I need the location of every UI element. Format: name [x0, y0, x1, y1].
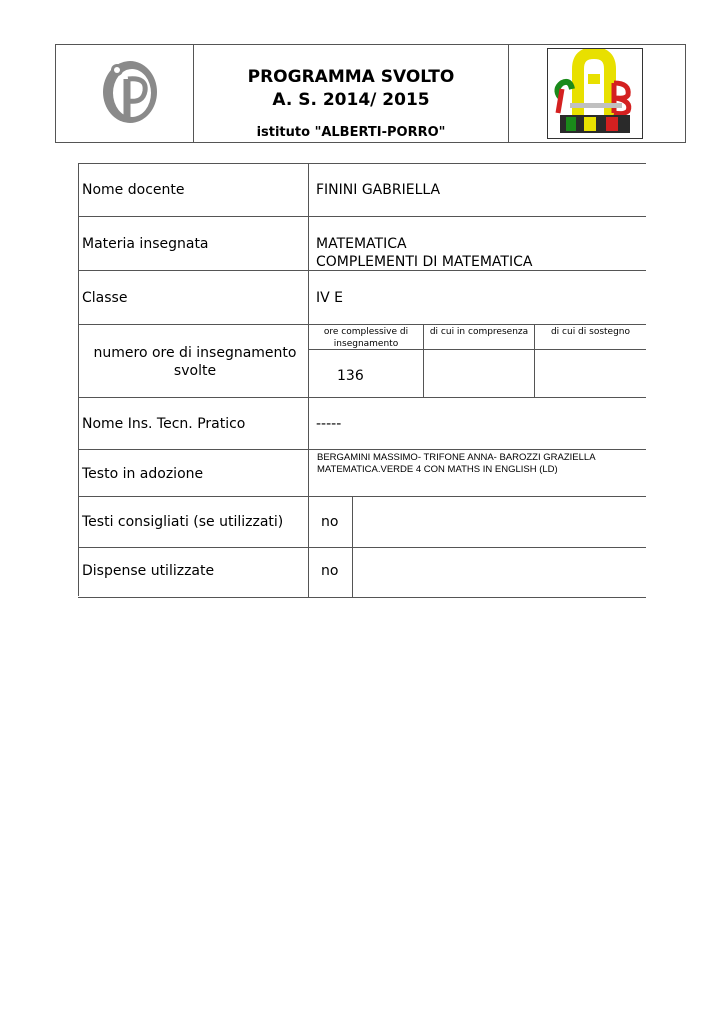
label-testi-consigliati: Testi consigliati (se utilizzati): [82, 514, 284, 530]
column-divider: [308, 325, 309, 398]
label-dispense: Dispense utilizzate: [82, 563, 215, 579]
label-classe: Classe: [82, 290, 128, 306]
table-row-dispense: [78, 547, 646, 598]
column-divider: [352, 548, 353, 597]
value-nome-docente: FININI GABRIELLA: [316, 182, 441, 198]
column-divider: [352, 497, 353, 548]
column-divider: [308, 271, 309, 325]
value-testi-consigliati: no: [321, 514, 339, 530]
document-title: PROGRAMMA SVOLTO: [247, 67, 455, 87]
table-row-docente: [78, 163, 646, 217]
table-row-classe: [78, 270, 646, 325]
header-ore-complessive: ore complessive di insegnamento: [323, 327, 409, 349]
header-sostegno: di cui di sostegno: [550, 327, 631, 337]
value-materia-line2: COMPLEMENTI DI MATEMATICA: [316, 254, 533, 270]
header-title-cell: [194, 45, 509, 142]
label-nome-docente: Nome docente: [82, 182, 185, 198]
value-materia-line1: MATEMATICA: [316, 236, 407, 252]
header-left-cell: [56, 45, 194, 142]
column-divider: [308, 548, 309, 597]
table-row-itp: [78, 397, 646, 450]
table-row-consigliati: [78, 496, 646, 548]
header-compresenza: di cui in compresenza: [429, 327, 529, 337]
document-header: [55, 44, 686, 143]
table-row-ore: [78, 324, 646, 398]
column-divider: [308, 398, 309, 450]
label-itp: Nome Ins. Tecn. Pratico: [82, 416, 246, 432]
label-materia: Materia insegnata: [82, 236, 209, 252]
value-testo-authors: BERGAMINI MASSIMO- TRIFONE ANNA- BAROZZI GRAZIELLA: [317, 452, 596, 463]
alberti-porro-logo-icon: [548, 49, 642, 138]
label-numero-ore: numero ore di insegnamento svolte: [93, 345, 297, 379]
value-classe: IV E: [316, 290, 344, 306]
value-itp: -----: [316, 416, 342, 432]
column-divider: [308, 217, 309, 271]
school-logo: [547, 48, 643, 139]
column-divider: [308, 164, 309, 217]
table-row-testo: [78, 449, 646, 497]
header-right-cell: [509, 45, 685, 142]
institute-name: istituto "ALBERTI-PORRO": [256, 125, 446, 140]
label-testo-adozione: Testo in adozione: [82, 466, 204, 482]
value-dispense: no: [321, 563, 339, 579]
table-row-materia: [78, 216, 646, 271]
value-testo-title: MATEMATICA.VERDE 4 CON MATHS IN ENGLISH (LD): [317, 464, 558, 475]
column-divider: [308, 497, 309, 548]
value-ore-complessive: 136: [337, 368, 364, 384]
school-year: A. S. 2014/ 2015: [272, 90, 430, 110]
column-divider: [308, 450, 309, 497]
ip-logo-icon: [101, 59, 159, 125]
